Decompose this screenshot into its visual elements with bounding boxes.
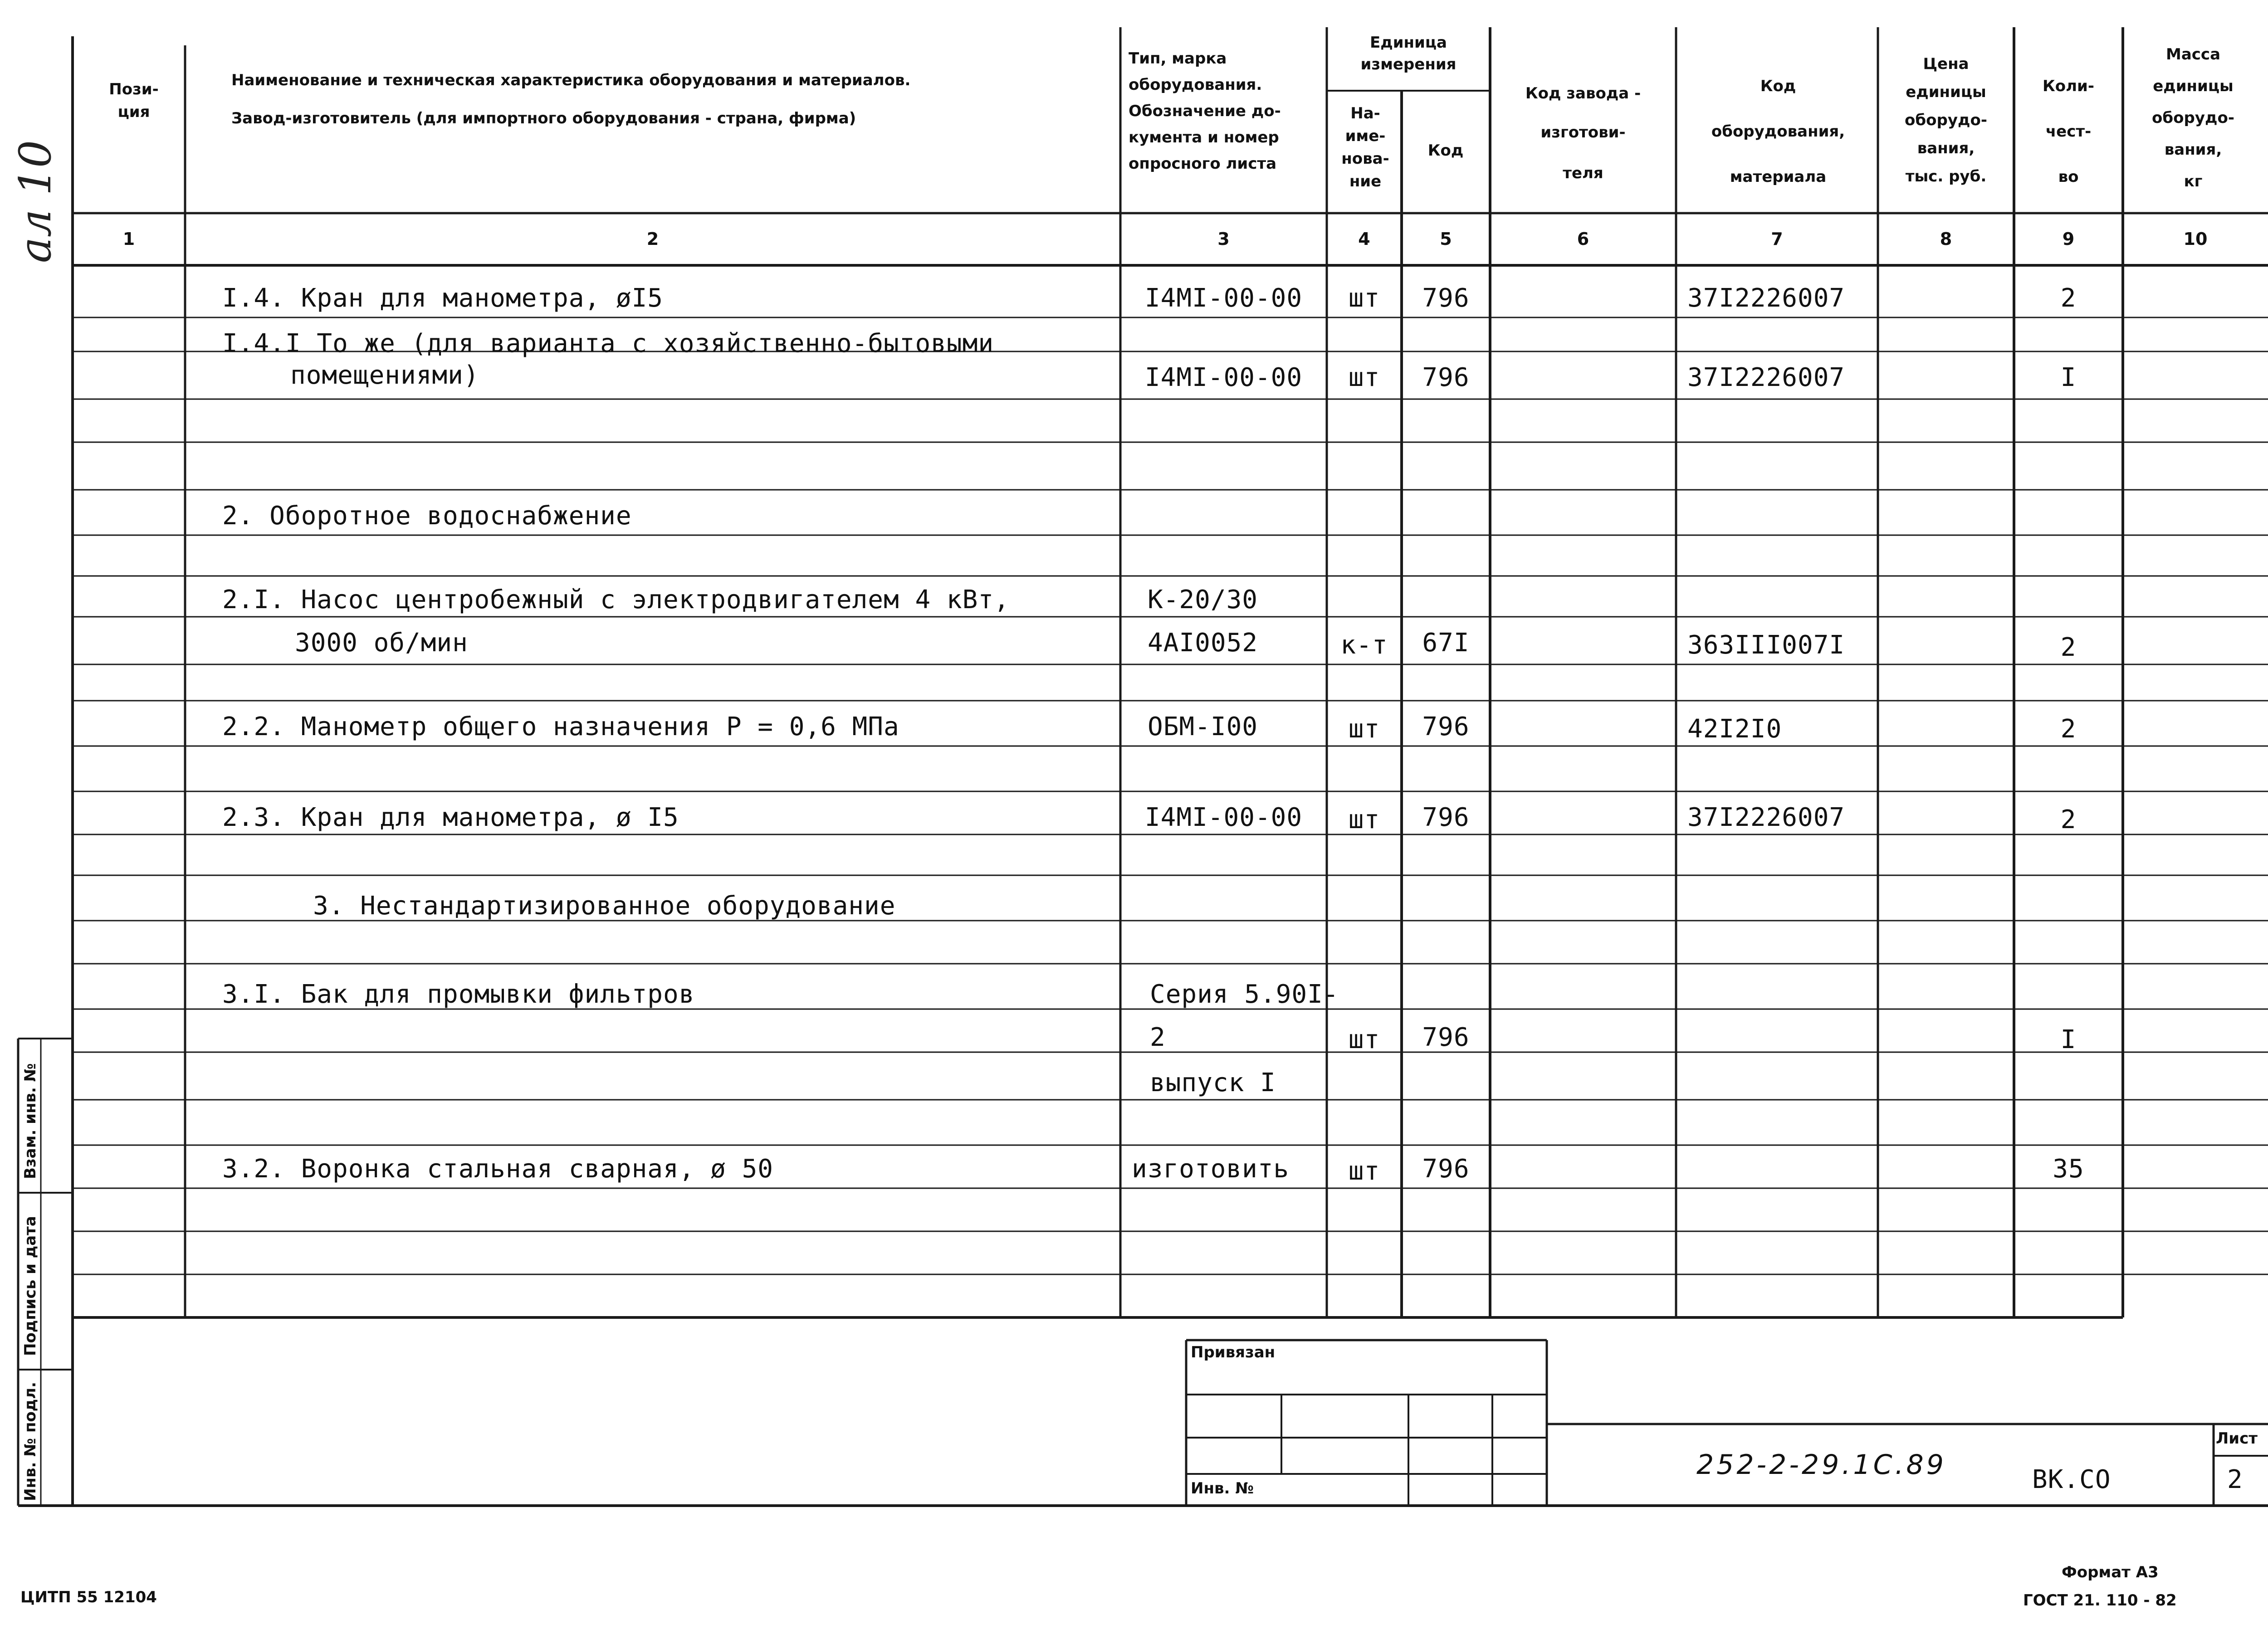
header-equipment-code: Код оборудования, материала: [1711, 77, 1845, 186]
stamp-list-number: 2: [2227, 1465, 2243, 1494]
row-name: 2.3. Кран для манометра, ø I5: [222, 803, 679, 832]
column-number-4: 4: [1358, 229, 1370, 249]
row-material: 42I2I0: [1687, 714, 1782, 744]
stamp-inv-no: Инв. №: [1191, 1479, 1254, 1497]
footer-format: Формат А3: [2062, 1563, 2159, 1581]
header-unit-name: На- име- нова- ние: [1341, 104, 1389, 190]
header-type: Тип, марка оборудования. Обозначение до- кумента и номер опросного листа: [1129, 49, 1281, 173]
column-number-2: 2: [646, 229, 659, 249]
row-code: 796: [1422, 1023, 1470, 1052]
stamp-privyazan: Привязан: [1191, 1343, 1276, 1361]
footer-gost: ГОСТ 21. 110 - 82: [2023, 1591, 2177, 1610]
column-number-6: 6: [1577, 229, 1589, 249]
column-number-10: 10: [2183, 229, 2208, 249]
header-factory-code: Код завода - изготови- теля: [1525, 84, 1641, 182]
row-unit: шт: [1348, 283, 1380, 313]
row-name: 3.2. Воронка стальная сварная, ø 50: [222, 1154, 774, 1184]
row-type: изготовить: [1132, 1154, 1290, 1184]
row-unit: шт: [1348, 805, 1380, 834]
row-type: 4AI0052: [1148, 628, 1258, 658]
column-number-5: 5: [1440, 229, 1452, 249]
row-qty: I: [2060, 1025, 2077, 1054]
header-quantity: Коли- чест- во: [2043, 77, 2094, 186]
header-price: Цена единицы оборудо- вания, тыс. руб.: [1905, 55, 1987, 185]
row-unit: шт: [1348, 1156, 1380, 1186]
row-name: 3000 об/мин: [295, 628, 468, 658]
row-name: 2.I. Насос центробежный с электродвигателем 4 кВт,: [222, 585, 1010, 615]
row-type: выпуск I: [1150, 1068, 1276, 1097]
row-type: I4MI-00-00: [1144, 283, 1303, 313]
header-name: Наименование и техническая характеристика оборудования и материалов. Завод-изготовитель (для импортного оборудования - страна, фирма): [231, 71, 911, 127]
column-number-9: 9: [2062, 229, 2075, 249]
section-heading: 3. Нестандартизированное оборудование: [313, 891, 896, 921]
row-name: I.4.I То же (для варианта с хозяйственно-бытовыми: [222, 329, 994, 358]
row-qty: 35: [2053, 1154, 2084, 1184]
row-code: 796: [1422, 803, 1470, 832]
header-unit-group: Единица измерения: [1360, 34, 1457, 73]
row-qty: 2: [2060, 714, 2077, 744]
stamp-list-label: Лист: [2216, 1429, 2258, 1448]
row-unit: шт: [1348, 1025, 1380, 1054]
header-position: Пози- ция: [109, 80, 159, 121]
side-vzam-inv: Взам. инв. №: [21, 1063, 39, 1179]
row-type: 2: [1150, 1023, 1166, 1052]
header-mass: Масса единицы оборудо- вания, кг: [2152, 45, 2234, 190]
column-number-8: 8: [1940, 229, 1952, 249]
row-name: I.4. Кран для манометра, øI5: [222, 283, 664, 313]
row-unit: шт: [1348, 363, 1380, 392]
row-qty: 2: [2060, 633, 2077, 662]
row-unit: к-т: [1340, 630, 1388, 660]
row-name: 2.2. Манометр общего назначения Р = 0,6 МПа: [222, 712, 899, 741]
row-unit: шт: [1348, 714, 1380, 744]
row-type: К-20/30: [1148, 585, 1258, 615]
section-heading: 2. Оборотное водоснабжение: [222, 501, 632, 531]
row-type: I4MI-00-00: [1144, 803, 1303, 832]
handwritten-mark: ал 10: [10, 140, 61, 263]
row-code: 796: [1422, 1154, 1470, 1184]
column-number-3: 3: [1217, 229, 1230, 249]
footer-code: ЦИТП 55 12104: [20, 1588, 157, 1606]
row-material: 37I2226007: [1687, 363, 1845, 392]
row-type: I4MI-00-00: [1144, 363, 1303, 392]
header-unit-code: Код: [1427, 141, 1464, 160]
side-podpis-data: Подпись и дата: [21, 1216, 39, 1356]
column-number-1: 1: [122, 229, 135, 249]
side-inv-podl: Инв. № подл.: [21, 1381, 39, 1501]
row-code: 796: [1422, 283, 1470, 313]
row-material: 37I2226007: [1687, 283, 1845, 313]
row-material: 37I2226007: [1687, 803, 1845, 832]
row-qty: I: [2060, 363, 2077, 392]
row-qty: 2: [2060, 283, 2077, 313]
row-qty: 2: [2060, 805, 2077, 834]
row-name: 3.I. Бак для промывки фильтров: [222, 980, 695, 1009]
sheet-code: ВК.СО: [2032, 1465, 2111, 1494]
row-code: 796: [1422, 363, 1470, 392]
row-code: 796: [1422, 712, 1470, 741]
column-number-7: 7: [1771, 229, 1783, 249]
document-number: 252-2-29.1С.89: [1696, 1449, 1946, 1481]
row-type: Серия 5.90I-: [1150, 980, 1339, 1009]
row-name: помещениями): [290, 361, 479, 390]
row-type: ОБМ-I00: [1148, 712, 1258, 741]
row-code: 67I: [1422, 628, 1470, 658]
row-material: 363III007I: [1687, 630, 1845, 660]
